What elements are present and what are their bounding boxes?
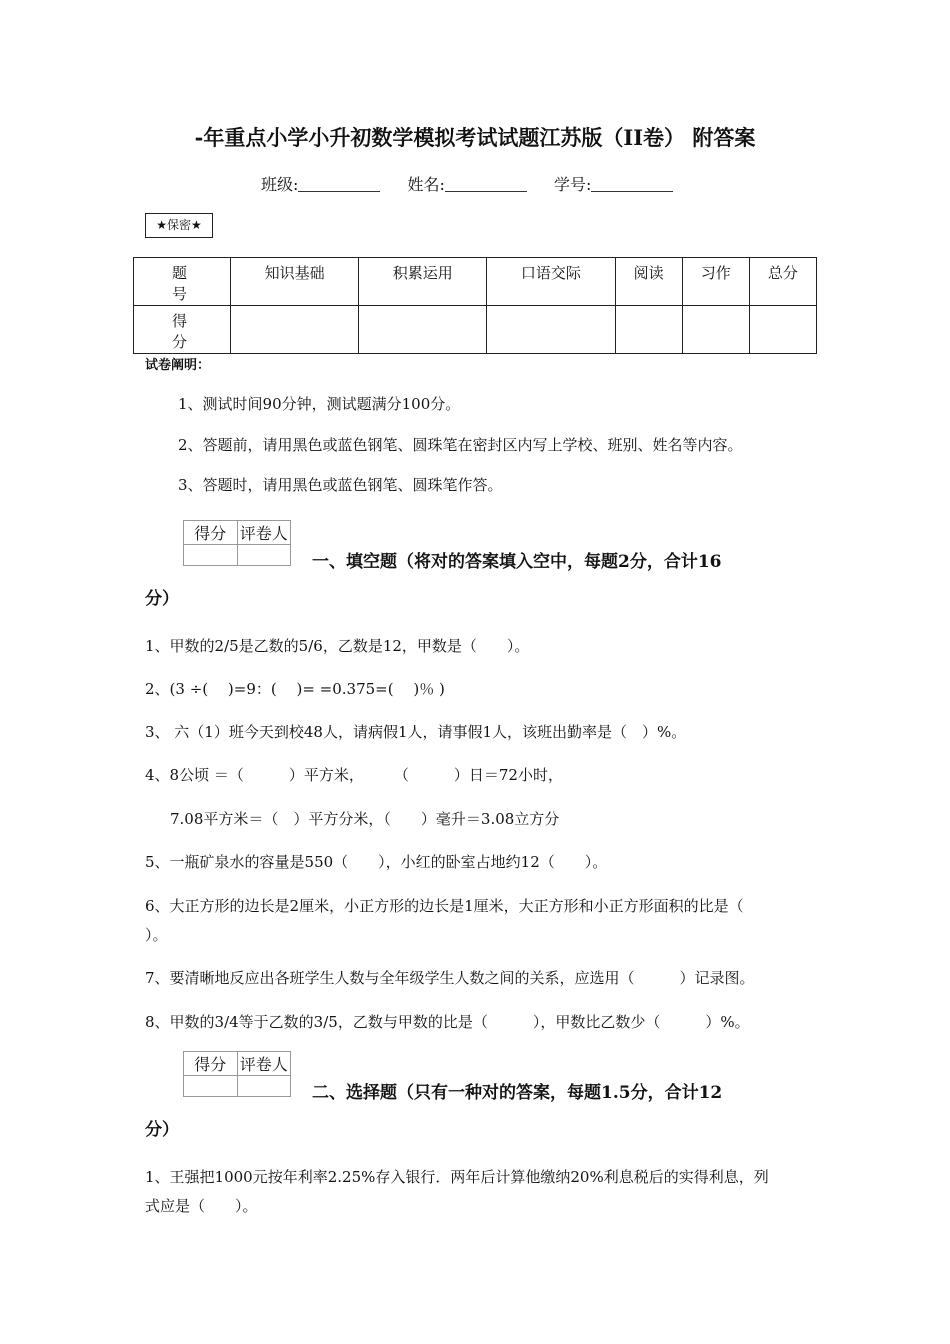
question: 2、(3 ÷( )=9：( )= =0.375=( )％ )	[145, 680, 445, 698]
note-item: 1、测试时间90分钟，测试题满分100分。	[178, 395, 461, 413]
score-cell[interactable]	[615, 306, 682, 354]
section-title: 二、选择题（只有一种对的答案，每题1.5分，合计12	[312, 1083, 723, 1103]
secret-stamp: ★保密★	[145, 213, 213, 238]
class-label: 班级:	[261, 175, 299, 194]
question: 8、甲数的3/4等于乙数的3/5，乙数与甲数的比是（ ），甲数比乙数少（ ）%。	[145, 1013, 750, 1031]
question: 3、 六（1）班今天到校48人，请病假1人，请事假1人，该班出勤率是（ ）%。	[145, 723, 687, 741]
score-row-label: 得 分	[134, 306, 231, 354]
question: 1、甲数的2/5是乙数的5/6，乙数是12，甲数是（ ）。	[145, 637, 530, 655]
section-title-cont: 分）	[145, 1120, 179, 1140]
id-label: 学号:	[554, 175, 592, 194]
grader-score-label: 得分	[184, 521, 238, 545]
class-field[interactable]	[298, 177, 380, 192]
question-cont: 式应是（ ）。	[145, 1197, 258, 1215]
score-table	[133, 257, 817, 354]
name-label: 姓名:	[407, 175, 445, 194]
note-item: 2、答题前，请用黑色或蓝色钢笔、圆珠笔在密封区内写上学校、班别、姓名等内容。	[178, 436, 743, 454]
question: 1、王强把1000元按年利率2.25%存入银行．两年后计算他缴纳20%利息税后的实得利息，列	[145, 1168, 769, 1186]
grader-name-cell[interactable]	[237, 1076, 291, 1097]
grader-name-label: 评卷人	[237, 521, 291, 545]
section-title-cont: 分）	[145, 589, 179, 609]
header-cell: 知识基础	[231, 258, 359, 306]
score-cell[interactable]	[231, 306, 359, 354]
header-cell: 口语交际	[487, 258, 615, 306]
page-title: -年重点小学小升初数学模拟考试试题江苏版（II卷） 附答案	[194, 125, 756, 150]
header-cell: 题 号	[134, 258, 231, 306]
question-cont: ）。	[145, 926, 168, 944]
grader-score-cell[interactable]	[184, 545, 238, 566]
student-info	[261, 172, 695, 195]
grader-score-label: 得分	[184, 1052, 238, 1076]
header-cell: 阅读	[615, 258, 682, 306]
grader-box	[183, 520, 291, 566]
grader-score-cell[interactable]	[184, 1076, 238, 1097]
question: 4、8公顷 ＝（ ）平方米， （ ）日＝72小时，	[145, 766, 563, 784]
grader-name-cell[interactable]	[237, 545, 291, 566]
question: 7、要清晰地反应出各班学生人数与全年级学生人数之间的关系，应选用（ ）记录图。	[145, 969, 755, 987]
score-cell[interactable]	[487, 306, 615, 354]
header-cell: 总分	[749, 258, 816, 306]
header-cell: 习作	[682, 258, 749, 306]
id-field[interactable]	[591, 177, 673, 192]
score-cell[interactable]	[359, 306, 487, 354]
question: 5、一瓶矿泉水的容量是550（ ），小红的卧室占地约12（ ）。	[145, 853, 608, 871]
grader-box	[183, 1051, 291, 1097]
question-cont: 7.08平方米＝（ ）平方分米，（ ）毫升＝3.08立方分	[170, 810, 560, 828]
name-field[interactable]	[445, 177, 527, 192]
header-cell: 积累运用	[359, 258, 487, 306]
grader-name-label: 评卷人	[237, 1052, 291, 1076]
notes-title: 试卷阐明：	[145, 358, 211, 373]
score-table-score-row	[134, 306, 817, 354]
score-cell[interactable]	[749, 306, 816, 354]
question: 6、大正方形的边长是2厘米，小正方形的边长是1厘米，大正方形和小正方形面积的比是（	[145, 897, 744, 915]
note-item: 3、答题时，请用黑色或蓝色钢笔、圆珠笔作答。	[178, 476, 503, 494]
score-table-header-row	[134, 258, 817, 306]
section-title: 一、填空题（将对的答案填入空中，每题2分，合计16	[312, 552, 722, 572]
score-cell[interactable]	[682, 306, 749, 354]
